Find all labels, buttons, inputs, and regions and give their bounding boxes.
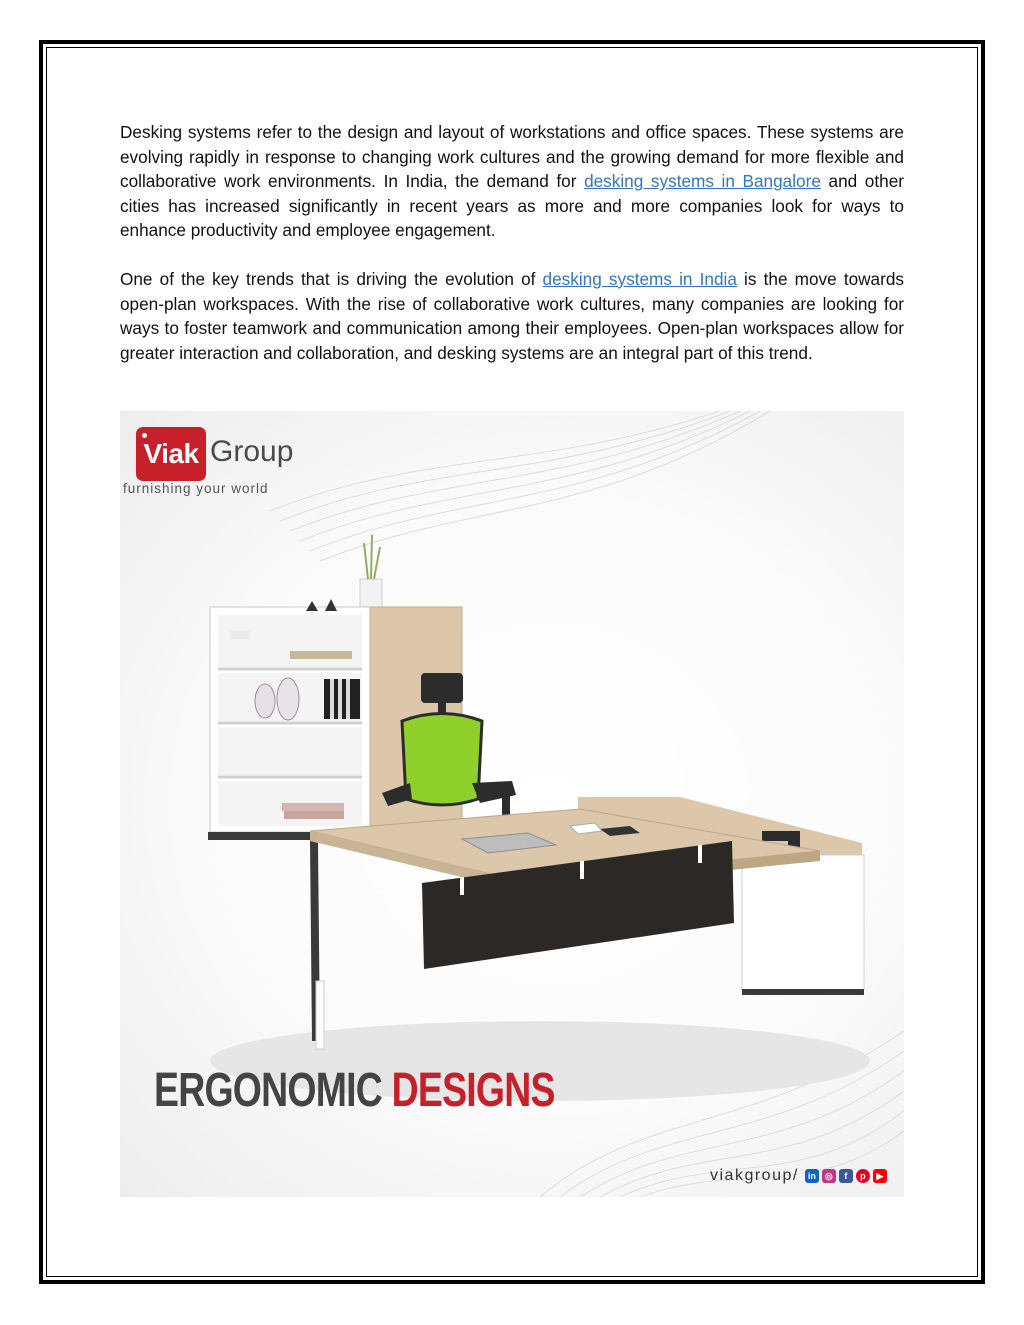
paragraph1-text-end: and other cities has increased significantly in recent years as more and more companies look for ways to enhance productivity and employee engagement.	[120, 171, 904, 241]
bookshelf	[208, 599, 370, 840]
linkedin-icon: in	[805, 1169, 819, 1183]
link-desking-systems-india[interactable]: desking systems in India	[542, 269, 737, 289]
paragraph-open-plan	[120, 267, 904, 365]
social-handle-text: viakgroup/	[710, 1167, 799, 1184]
logo-tagline: furnishing your world	[123, 481, 269, 496]
instagram-icon: ◎	[822, 1169, 836, 1183]
paragraph-desking-systems	[120, 120, 904, 243]
paragraph2-text-start: One of the key trends that is driving the evolution of	[120, 269, 543, 289]
logo-viak-text: Viak	[143, 438, 199, 469]
facebook-icon: f	[839, 1169, 853, 1183]
paragraph1-text-start: Desking systems refer to the design and layout of workstations and office spaces. These systems are evolving rapidly in response to changing work cultures and the growing demand for more flexible and collaborative work environments. In India, the demand for	[120, 122, 904, 192]
headline-word-designs: DESIGNS	[391, 1064, 555, 1117]
viak-logo-badge	[136, 427, 206, 481]
youtube-icon: ▶	[873, 1169, 887, 1183]
logo-dot-icon	[142, 433, 147, 438]
ad-headline	[154, 1061, 555, 1121]
pinterest-icon: p	[856, 1169, 870, 1183]
logo-group-text: Group	[210, 435, 294, 468]
link-desking-systems-bangalore[interactable]: desking systems in Bangalore	[584, 171, 821, 192]
paragraph2-text-end: is the move towards open-plan workspaces. With the rise of collaborative work cultures, many companies are looking for ways to foster teamwork and communication among their employees. Open-plan workspaces allow for greater interaction and collaboration, and desking systems are an integral part of this trend.	[120, 269, 904, 363]
decorative-wave-lines-top	[270, 411, 770, 561]
headline-word-ergonomic: ERGONOMIC	[154, 1064, 383, 1117]
social-handle-bar	[710, 1167, 887, 1185]
product-advertisement-image	[120, 411, 904, 1197]
